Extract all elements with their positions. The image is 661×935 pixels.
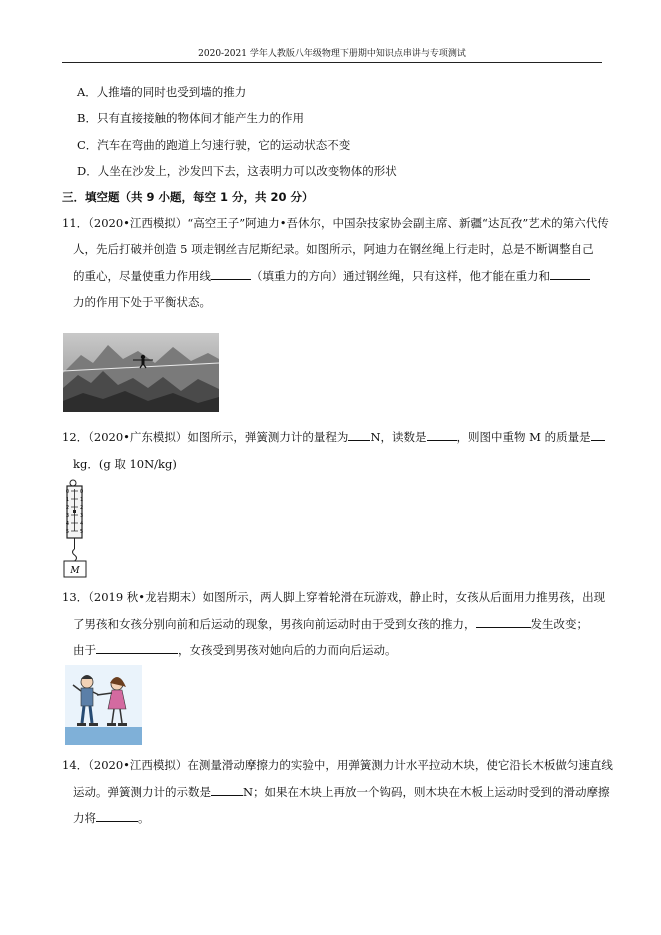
option-a: A．人推墙的同时也受到墙的推力: [77, 85, 247, 99]
scale-tick-label: 3: [80, 513, 84, 519]
option-d: D．人坐在沙发上，沙发凹下去，这表明力可以改变物体的形状: [77, 164, 397, 178]
q13-line1: 13．（2019 秋•龙岩期末）如图所示，两人脚上穿着轮滑在玩游戏，静止时，女孩从后面用力推男孩，出现: [62, 590, 606, 604]
q14-text-b: N；如果在木块上再放一个钩码，则木块在木板上运动时受到的滑动摩擦: [243, 785, 610, 799]
q12-line1: [62, 429, 605, 445]
q14-blank-2[interactable]: [96, 810, 138, 822]
q11-line1: 11．（2020•江西模拟）“高空王子”阿迪力•吾休尔，中国杂技家协会副主席、新疆“达瓦孜”艺术的第六代传: [62, 216, 609, 230]
scale-tick-label: 4: [80, 521, 84, 527]
scale-tick-label: 0: [80, 489, 84, 495]
q11-line2: 人，先后打破并创造 5 项走钢丝吉尼斯纪录。如图所示，阿迪力在钢丝绳上行走时，总是不断调整自己: [73, 242, 594, 256]
option-b: B．只有直接接触的物体间才能产生力的作用: [77, 111, 304, 125]
q12-text-b: N，读数是: [370, 430, 427, 444]
scale-tick-label: 3: [65, 513, 69, 519]
q11-line4: 力的作用下处于平衡状态。: [73, 295, 211, 309]
scale-tick-label: 1: [65, 497, 69, 503]
q14-line1: 14．（2020•江西模拟）在测量滑动摩擦力的实验中，用弹簧测力计水平拉动木块，使它沿长木板做匀速直线: [62, 758, 613, 772]
q13-text-b: 发生改变；: [530, 617, 588, 631]
option-c: C．汽车在弯曲的跑道上匀速行驶，它的运动状态不变: [77, 138, 351, 152]
section-title: 三．填空题（共 9 小题，每空 1 分，共 20 分）: [62, 190, 314, 204]
scale-tick-label: 5: [65, 529, 69, 535]
q13-text-d: ，女孩受到男孩对她向后的力而向后运动。: [178, 643, 397, 657]
q13-text-c: 由于: [73, 643, 96, 657]
q12-blank-2[interactable]: [427, 429, 457, 441]
q11-line3-text-b: （填重力的方向）通过钢丝绳，只有这样，他才能在重力和: [251, 269, 550, 283]
q14-text-c: 力将: [73, 811, 96, 825]
q14-text-a: 运动。弹簧测力计的示数是: [73, 785, 211, 799]
roller-skaters-figure: [65, 665, 142, 745]
q12-text-a: 12．（2020•广东模拟）如图所示，弹簧测力计的量程为: [62, 430, 349, 444]
q12-line2: kg．(g 取 10N/kg): [73, 457, 177, 471]
q14-line2: [73, 784, 610, 800]
q11-blank-1[interactable]: [211, 268, 251, 280]
q13-blank-2[interactable]: [96, 642, 178, 654]
q11-line3: [73, 268, 590, 284]
tightrope-photo: [63, 333, 219, 412]
q11-line3-text-a: 的重心，尽量使重力作用线: [73, 269, 211, 283]
scale-tick-label: 1: [80, 497, 84, 503]
q12-blank-3[interactable]: [591, 429, 605, 441]
q14-blank-1[interactable]: [211, 784, 243, 796]
q11-blank-2[interactable]: [550, 268, 590, 280]
q13-line3: [73, 642, 397, 658]
scale-tick-label: 5: [80, 529, 84, 535]
q13-text-a: 了男孩和女孩分别向前和后运动的现象，男孩向前运动时由于受到女孩的推力，: [73, 617, 476, 631]
q14-text-d: 。: [138, 811, 150, 825]
page-header: 2020-2021 学年人教版八年级物理下册期中知识点串讲与专项测试: [62, 48, 602, 63]
q14-line3: [73, 810, 150, 826]
scale-tick-label: 2: [65, 505, 69, 511]
q12-blank-1[interactable]: [348, 429, 370, 441]
spring-scale-figure: [60, 479, 96, 579]
q12-text-c: ，则图中重物 M 的质量是: [456, 430, 591, 444]
q13-blank-1[interactable]: [476, 616, 531, 628]
weight-label: M: [70, 566, 80, 576]
scale-tick-label: 4: [65, 521, 69, 527]
q13-line2: [73, 616, 588, 632]
scale-tick-label: 2: [80, 505, 84, 511]
scale-tick-label: 0: [65, 489, 69, 495]
